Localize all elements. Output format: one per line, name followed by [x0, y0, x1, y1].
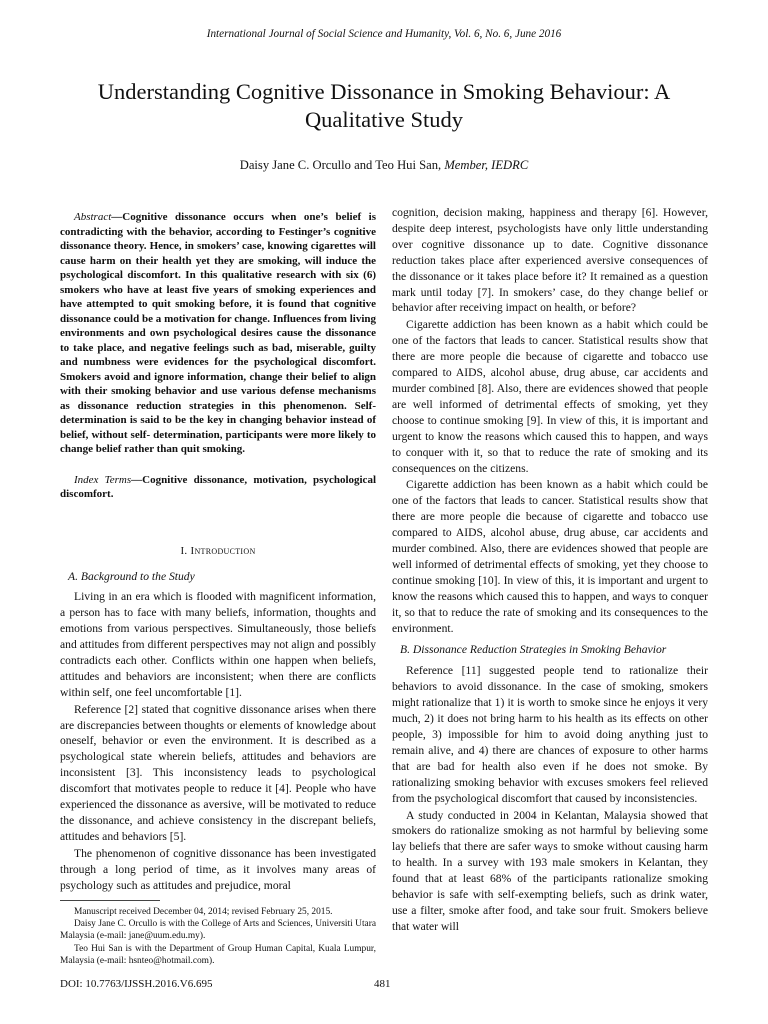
footnote: Teo Hui San is with the Department of Group Human Capital, Kuala Lumpur, Malaysia (e-mail: hsnteo@hotmail.com). [60, 943, 376, 966]
page-number: 481 [374, 978, 391, 990]
footnote-divider [60, 900, 160, 901]
footnote: Daisy Jane C. Orcullo is with the College of Arts and Sciences, Universiti Utara Malaysia (e-mail: jane@uum.edu.my). [60, 919, 376, 942]
author-membership: Member, IEDRC [444, 158, 529, 172]
body-paragraph: Reference [2] stated that cognitive dissonance arises when there are discrepancies between thoughts or elements of knowledge about oneself, behavior or even the environment. It is described as a psychological state wherein beliefs, attitudes and behaviors are inconsistent [3]. This inconsistency leads to psychological discomfort that motivates people to reduce it [4]. People who have experienced the dissonance as aversive, will be motivated to reduce the dissonance, and achieve consistency in the discrepant beliefs, attitudes and behaviors [5]. [60, 702, 376, 843]
body-paragraph: Reference [11] suggested people tend to rationalize their behaviors to avoid dissonance. In the case of smoking, smokers might rationalize that 1) it is worth to smoke since he enjoys it very much, 2) it does not bring harm to his health as its effects on other people, 3) impossible for him to avoid doing anything just to remain alive, and 4) there are chances of exposure to other harms that are bad for health also even if he does not smoke. By rationalizing smoking behavior with excuses smokers feel relieved from the psychological discomfort that caused by inconsistencies. [392, 664, 708, 805]
abstract [60, 210, 376, 457]
body-paragraph: Living in an era which is flooded with magnificent information, a person has to face with many beliefs, information, thoughts and emotions from various perspectives. Simultaneously, those beliefs and attitudes from different perspectives may not align and possibly contradicts each other. Conflicts within one happen when beliefs, attitudes and behaviors are inconsistent; when there are conflicts within self, one feel uncomfortable [1]. [60, 590, 376, 699]
subsection-heading-dissonance-reduction: B. Dissonance Reduction Strategies in Smoking Behavior [400, 643, 667, 657]
left-column [60, 210, 376, 895]
footnote: Manuscript received December 04, 2014; revised February 25, 2015. [74, 907, 333, 917]
abstract-text: —Cognitive dissonance occurs when one’s belief is contradicting with the behavior, according to Festinger’s cognitive dissonance theory. Hence, in smokers’ case, knowing cigarettes will cause harm on their health yet they are smoking, will induce the psychological discomfort. In this qualitative research with six (6) smokers who have at least five years of smoking experiences and have attempted to quit smoking before, it is found that cognitive dissonance could be a motivation for change. Influences from living environments and own psychological desires cause the dissonance to take place, and negative feelings such as bad, miserable, guilty and numbness were evidences for the psychological discomfort. Smokers avoid and ignore information, change their belief to align with their smoking behavior and use various defense mechanisms as dissonance reduction strategies in this phenomenon. Self-determination is said to be the key in changing behavior instead of belief, without self- determination, participants were more likely to change belief rather than quit smoking. [60, 211, 376, 455]
footnotes [60, 906, 376, 967]
abstract-label: Abstract [74, 211, 112, 223]
section-title: Introduction [190, 544, 256, 557]
author-names: Daisy Jane C. Orcullo and Teo Hui San, [239, 158, 442, 172]
subsection-heading-background: A. Background to the Study [68, 570, 195, 584]
paper-title: Understanding Cognitive Dissonance in Smoking Behaviour: A Qualitative Study [97, 79, 671, 132]
body-paragraph: Cigarette addiction has been known as a habit which could be one of the factors that leads to cancer. Statistical results show that there are more people die because of cigarette and tobacco use compared to AIDS, alcohol abuse, drug abuse, car accidents and murder combined [8]. Also, there are evidences showed that people are well informed of detrimental effects of smoking, yet they choose to continue smoking [9]. In view of this, it is important and urgent to know the reasons which caused this to happen, and ways to conquer with it, so that to reduce the rate of smoking and its consequences on the citizens. [392, 318, 708, 475]
body-paragraph: cognition, decision making, happiness and therapy [6]. However, despite deep interest, psychologists have only little understanding over cognitive dissonance up to date. Cognitive dissonance reduction takes place after experienced aversive consequences of the dissonance or it takes place before it? It remained as a question mark until today [7]. In smokers’ case, do they change belief or behavior after receiving impact on health, or before? [392, 206, 708, 315]
index-terms-label: Index Terms [74, 473, 132, 486]
section-heading-introduction [60, 544, 376, 560]
journal-header: International Journal of Social Science and Humanity, Vol. 6, No. 6, June 2016 [206, 28, 562, 40]
body-paragraph: The phenomenon of cognitive dissonance has been investigated through a long period of time, as it involves many areas of psychology such as attitudes and prejudice, moral [60, 846, 376, 892]
index-terms-text: —Cognitive dissonance, motivation, psychological discomfort. [60, 473, 376, 500]
index-terms [60, 473, 376, 502]
author-line [0, 158, 768, 173]
doi: DOI: 10.7763/IJSSH.2016.V6.695 [60, 978, 213, 990]
right-column [392, 205, 708, 936]
section-number: I. [180, 544, 188, 557]
body-paragraph: Cigarette addiction has been known as a habit which could be one of the factors that leads to cancer. Statistical results show that there are more people die because of cigarette and tobacco use compared to AIDS, alcohol abuse, drug abuse, car accidents and murder combined. Also, there are evidences showed that people are well informed of detrimental effects of smoking, yet they choose to continue smoking [10]. In view of this, it is important and urgent to know the reasons which caused this to happen, and ways to conquer it, so that to reduce the rate of smoking and its consequences to the environment. [392, 478, 708, 635]
body-paragraph: A study conducted in 2004 in Kelantan, Malaysia showed that smokers do rationalize smoking as not harmful by believing some lay beliefs that there are safer ways to smoke without causing harm to health. In a survey with 193 male smokers in Kelantan, they found that at least 68% of the participants rationalize smoking behavior is safe with self-exempting beliefs, such as drink water, use a filter, smoke after food, and take sour fruit. Smokers believe that water will [392, 808, 708, 933]
